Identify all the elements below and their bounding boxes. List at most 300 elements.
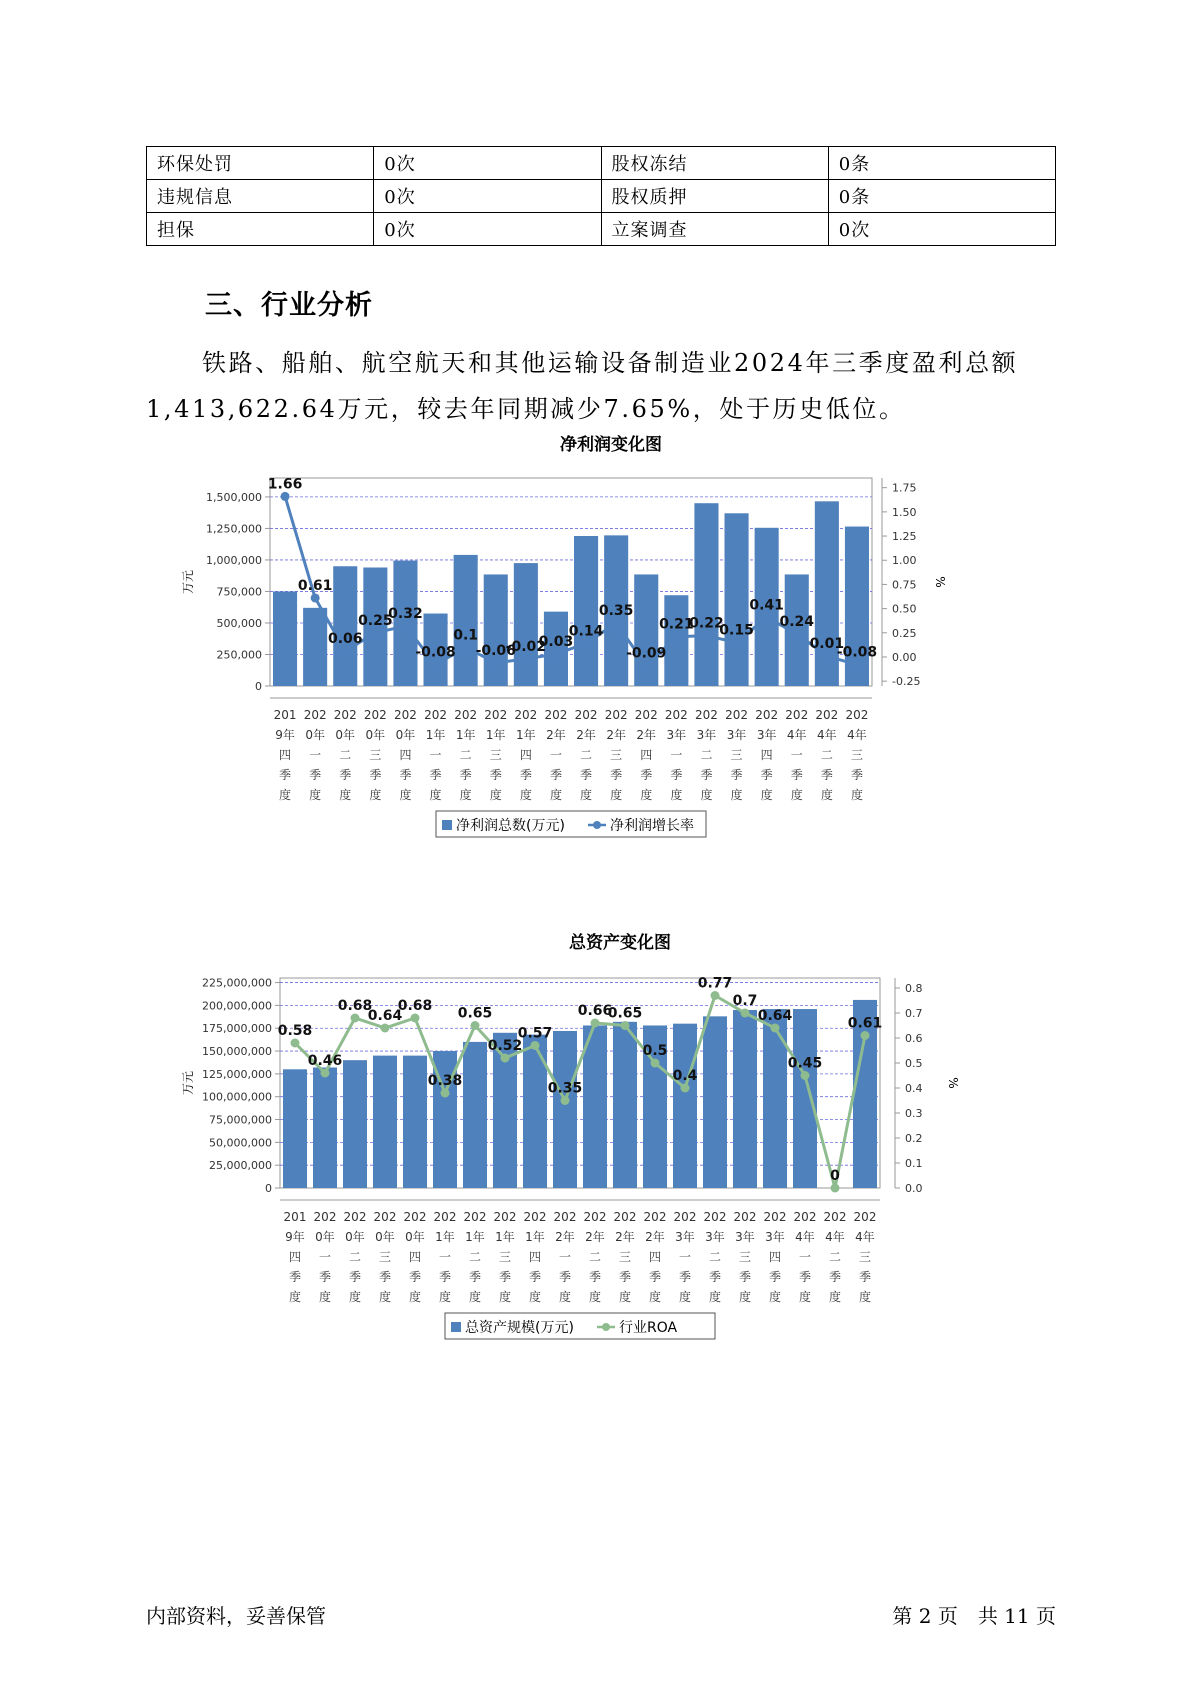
x-tick-label: 3年 bbox=[726, 728, 747, 742]
data-label: -0.06 bbox=[475, 642, 516, 659]
x-tick-label: 202 bbox=[523, 1210, 547, 1224]
x-tick-label: 二 bbox=[339, 748, 352, 762]
x-tick-label: 4年 bbox=[847, 728, 867, 742]
x-tick-label: 4年 bbox=[825, 1230, 845, 1244]
table-cell-label: 违规信息 bbox=[147, 180, 374, 213]
data-label: -0.02 bbox=[505, 638, 547, 655]
y-tick-label: 125,000,000 bbox=[202, 1067, 272, 1081]
line-point bbox=[702, 631, 711, 640]
x-tick-label: 季 bbox=[528, 1270, 542, 1284]
section-heading: 三、行业分析 bbox=[205, 290, 373, 321]
table-cell-value: 0条 bbox=[828, 180, 1055, 213]
x-tick-label: 二 bbox=[828, 1250, 842, 1264]
x-tick-label: 三 bbox=[738, 1250, 752, 1264]
x-tick-label: 202 bbox=[634, 708, 658, 722]
y-axis-title: 万元 bbox=[181, 569, 195, 595]
x-tick-label: 1年 bbox=[425, 728, 446, 742]
x-tick-label: 一 bbox=[318, 1250, 332, 1264]
y-tick-label: 225,000,000 bbox=[202, 976, 272, 990]
bar bbox=[463, 1042, 487, 1188]
x-tick-label: 0年 bbox=[375, 1230, 395, 1244]
data-label: 1.66 bbox=[267, 476, 303, 493]
x-tick-label: 度 bbox=[279, 788, 292, 802]
data-label: 0.06 bbox=[327, 631, 363, 648]
line-point bbox=[831, 1184, 840, 1193]
x-tick-label: 202 bbox=[313, 1210, 337, 1224]
table-cell-label: 担保 bbox=[147, 213, 374, 246]
line-point bbox=[321, 1069, 330, 1078]
x-tick-label: 202 bbox=[424, 708, 448, 722]
y-tick-label: 100,000,000 bbox=[202, 1090, 272, 1104]
x-tick-label: 度 bbox=[399, 788, 412, 802]
x-tick-label: 9年 bbox=[285, 1230, 305, 1244]
x-tick-label: 季 bbox=[438, 1270, 452, 1284]
data-label: -0.09 bbox=[626, 645, 667, 662]
x-tick-label: 0年 bbox=[405, 1230, 425, 1244]
y-tick-label: 50,000,000 bbox=[209, 1136, 272, 1150]
x-tick-label: 二 bbox=[348, 1250, 362, 1264]
y-axis-title: 万元 bbox=[181, 1070, 195, 1096]
data-label: 0.57 bbox=[517, 1025, 553, 1042]
x-tick-label: 季 bbox=[850, 768, 863, 782]
x-tick-label: 202 bbox=[815, 708, 839, 722]
x-tick-label: 季 bbox=[760, 768, 773, 782]
x-tick-label: 4年 bbox=[817, 728, 837, 742]
x-tick-label: 度 bbox=[468, 1290, 482, 1304]
x-tick-label: 度 bbox=[489, 788, 502, 802]
data-label: 0.52 bbox=[487, 1038, 523, 1054]
x-tick-label: 3年 bbox=[675, 1230, 695, 1244]
y2-tick-label: 0.1 bbox=[905, 1157, 923, 1170]
data-label: 0.4 bbox=[672, 1068, 698, 1084]
table-cell-value: 0条 bbox=[828, 147, 1055, 180]
table-row bbox=[147, 213, 1056, 246]
x-tick-label: 一 bbox=[678, 1250, 692, 1264]
x-tick-label: 二 bbox=[580, 748, 593, 762]
x-tick-label: 3年 bbox=[696, 728, 717, 742]
x-tick-label: 季 bbox=[738, 1270, 752, 1284]
x-tick-label: 度 bbox=[670, 788, 683, 802]
x-tick-label: 二 bbox=[820, 748, 833, 762]
x-tick-label: 四 bbox=[768, 1250, 782, 1264]
x-tick-label: 202 bbox=[433, 1210, 457, 1224]
x-tick-label: 4年 bbox=[786, 728, 807, 742]
x-tick-label: 度 bbox=[768, 1290, 782, 1304]
line-point bbox=[501, 1054, 510, 1063]
y2-tick-label: 0.7 bbox=[905, 1007, 923, 1020]
x-tick-label: 202 bbox=[484, 708, 508, 722]
x-tick-label: 一 bbox=[798, 1250, 812, 1264]
x-tick-label: 二 bbox=[700, 748, 713, 762]
x-tick-label: 度 bbox=[558, 1290, 572, 1304]
data-label: 0.65 bbox=[607, 1005, 643, 1022]
x-tick-label: 度 bbox=[369, 788, 382, 802]
x-tick-label: 四 bbox=[408, 1250, 422, 1264]
x-tick-label: 季 bbox=[378, 1270, 392, 1284]
x-tick-label: 2年 bbox=[615, 1230, 635, 1244]
x-tick-label: 度 bbox=[459, 788, 472, 802]
x-tick-label: 季 bbox=[318, 1270, 332, 1284]
line-point bbox=[732, 638, 741, 647]
line-point bbox=[822, 652, 831, 661]
x-tick-label: 季 bbox=[768, 1270, 782, 1284]
data-label: 0.61 bbox=[847, 1015, 883, 1032]
x-tick-label: 0年 bbox=[315, 1230, 335, 1244]
x-tick-label: 四 bbox=[399, 748, 412, 762]
line-point bbox=[531, 1041, 540, 1050]
y2-tick-label: 1.00 bbox=[892, 554, 917, 568]
x-tick-label: 2年 bbox=[585, 1230, 605, 1244]
x-tick-label: 季 bbox=[279, 768, 292, 782]
y-tick-label: 1,250,000 bbox=[206, 522, 262, 536]
x-tick-label: 度 bbox=[798, 1290, 812, 1304]
data-label: 0.14 bbox=[568, 623, 604, 640]
x-tick-label: 三 bbox=[618, 1250, 632, 1264]
data-label: 0.22 bbox=[689, 615, 724, 632]
line-point bbox=[461, 643, 470, 652]
table-cell-value: 0次 bbox=[374, 147, 601, 180]
line-point bbox=[741, 1009, 750, 1018]
x-tick-label: 0年 bbox=[395, 728, 416, 742]
x-tick-label: 1年 bbox=[516, 728, 536, 742]
y2-tick-label: 0.6 bbox=[905, 1032, 923, 1045]
x-tick-label: 度 bbox=[318, 1290, 332, 1304]
bar bbox=[523, 1035, 547, 1188]
x-tick-label: 202 bbox=[454, 708, 478, 722]
paragraph-line: 铁路、船舶、航空航天和其他运输设备制造业2024年三季度盈利总额 bbox=[202, 349, 1019, 377]
x-tick-label: 二 bbox=[588, 1250, 602, 1264]
x-tick-label: 季 bbox=[610, 768, 623, 782]
y2-tick-label: 0.3 bbox=[905, 1107, 923, 1120]
x-tick-label: 202 bbox=[463, 1210, 487, 1224]
x-tick-label: 202 bbox=[363, 708, 387, 722]
x-tick-label: 季 bbox=[399, 768, 412, 782]
line-point bbox=[311, 593, 320, 602]
line-point bbox=[651, 1059, 660, 1068]
x-tick-label: 4年 bbox=[855, 1230, 875, 1244]
data-label: 0.35 bbox=[547, 1080, 583, 1097]
data-label: 0.01 bbox=[809, 636, 845, 653]
bar bbox=[703, 1016, 727, 1188]
x-tick-label: 季 bbox=[549, 768, 562, 782]
x-tick-label: 9年 bbox=[275, 728, 295, 742]
y2-tick-label: 0.00 bbox=[892, 650, 917, 664]
y2-tick-label: 0.8 bbox=[905, 982, 923, 995]
y2-tick-label: 0.75 bbox=[892, 578, 917, 592]
legend-swatch-point bbox=[602, 1323, 610, 1331]
line-point bbox=[612, 619, 621, 628]
data-label: 0.61 bbox=[297, 577, 333, 594]
x-tick-label: 202 bbox=[823, 1210, 847, 1224]
table-row bbox=[147, 147, 1056, 180]
y2-tick-label: -0.25 bbox=[892, 675, 921, 689]
legend-label: 净利润总数(万元) bbox=[456, 818, 565, 834]
x-tick-label: 202 bbox=[333, 708, 357, 722]
x-tick-label: 度 bbox=[648, 1290, 662, 1304]
x-tick-label: 202 bbox=[373, 1210, 397, 1224]
x-tick-label: 季 bbox=[858, 1270, 872, 1284]
line-point bbox=[711, 991, 720, 1000]
x-tick-label: 三 bbox=[850, 748, 863, 762]
x-tick-label: 三 bbox=[378, 1250, 392, 1264]
x-tick-label: 一 bbox=[670, 748, 683, 762]
x-tick-label: 季 bbox=[798, 1270, 812, 1284]
x-tick-label: 0年 bbox=[305, 728, 325, 742]
bar bbox=[333, 566, 357, 686]
x-tick-label: 0年 bbox=[365, 728, 386, 742]
data-label: 0.35 bbox=[598, 603, 634, 620]
x-tick-label: 一 bbox=[429, 748, 442, 762]
line-point bbox=[591, 1019, 600, 1028]
x-tick-label: 季 bbox=[640, 768, 653, 782]
x-tick-label: 季 bbox=[828, 1270, 842, 1284]
data-label: 0.25 bbox=[358, 612, 393, 629]
analysis-paragraph bbox=[146, 340, 1056, 432]
x-tick-label: 季 bbox=[730, 768, 743, 782]
line-point bbox=[642, 661, 651, 670]
x-tick-label: 度 bbox=[708, 1290, 722, 1304]
x-tick-label: 四 bbox=[519, 748, 532, 762]
x-tick-label: 季 bbox=[459, 768, 472, 782]
x-tick-label: 202 bbox=[785, 708, 809, 722]
bar bbox=[583, 1025, 607, 1188]
y-tick-label: 150,000,000 bbox=[202, 1045, 272, 1059]
x-tick-label: 四 bbox=[640, 748, 653, 762]
bar bbox=[613, 1022, 637, 1188]
x-tick-label: 季 bbox=[339, 768, 352, 782]
x-tick-label: 三 bbox=[489, 748, 502, 762]
line-point bbox=[762, 613, 771, 622]
x-tick-label: 季 bbox=[588, 1270, 602, 1284]
line-point bbox=[672, 632, 681, 641]
x-tick-label: 度 bbox=[429, 788, 442, 802]
data-label: 0.5 bbox=[642, 1043, 668, 1059]
line-point bbox=[431, 660, 440, 669]
x-tick-label: 202 bbox=[733, 1210, 757, 1224]
x-tick-label: 季 bbox=[369, 768, 382, 782]
table-cell-label: 环保处罚 bbox=[147, 147, 374, 180]
legend-swatch-point bbox=[593, 821, 601, 829]
y-tick-label: 1,000,000 bbox=[206, 553, 262, 567]
data-label: 0.65 bbox=[457, 1005, 493, 1022]
line-point bbox=[401, 622, 410, 631]
line-point bbox=[521, 654, 530, 663]
table-cell-label: 股权冻结 bbox=[601, 147, 828, 180]
x-tick-label: 季 bbox=[429, 768, 442, 782]
bar bbox=[313, 1067, 337, 1188]
data-label: 0.68 bbox=[397, 998, 433, 1014]
x-tick-label: 202 bbox=[703, 1210, 727, 1224]
x-tick-label: 二 bbox=[459, 748, 472, 762]
x-tick-label: 度 bbox=[678, 1290, 692, 1304]
line-point bbox=[551, 650, 560, 659]
data-label: 0.45 bbox=[787, 1055, 823, 1072]
x-tick-label: 四 bbox=[760, 748, 773, 762]
x-tick-label: 一 bbox=[790, 748, 803, 762]
line-point bbox=[381, 1024, 390, 1033]
x-tick-label: 202 bbox=[303, 708, 327, 722]
line-point bbox=[681, 1084, 690, 1093]
x-tick-label: 度 bbox=[760, 788, 773, 802]
paragraph-line: 1,413,622.64万元，较去年同期减少7.65%，处于历史低位。 bbox=[146, 395, 906, 423]
x-tick-label: 三 bbox=[498, 1250, 512, 1264]
x-tick-label: 202 bbox=[853, 1210, 877, 1224]
x-tick-label: 度 bbox=[828, 1290, 842, 1304]
x-tick-label: 季 bbox=[348, 1270, 362, 1284]
x-tick-label: 度 bbox=[858, 1290, 872, 1304]
table-cell-value: 0次 bbox=[374, 213, 601, 246]
x-tick-label: 度 bbox=[288, 1290, 302, 1304]
x-tick-label: 3年 bbox=[666, 728, 687, 742]
bar bbox=[514, 563, 538, 686]
data-label: 0.7 bbox=[732, 993, 758, 1009]
legend-swatch-bar bbox=[442, 820, 452, 830]
net-profit-chart bbox=[180, 435, 1040, 910]
y2-tick-label: 0.2 bbox=[905, 1132, 923, 1145]
x-tick-label: 202 bbox=[403, 1210, 427, 1224]
x-tick-label: 季 bbox=[498, 1270, 512, 1284]
data-label: 0.64 bbox=[367, 1008, 403, 1024]
x-tick-label: 1年 bbox=[455, 728, 476, 742]
y2-axis-title: % bbox=[946, 1077, 960, 1089]
x-tick-label: 季 bbox=[558, 1270, 572, 1284]
y-tick-label: 750,000 bbox=[216, 585, 262, 599]
x-tick-label: 度 bbox=[438, 1290, 452, 1304]
x-tick-label: 季 bbox=[489, 768, 502, 782]
x-tick-label: 度 bbox=[339, 788, 352, 802]
y2-tick-label: 1.50 bbox=[892, 505, 917, 519]
table-cell-label: 立案调查 bbox=[601, 213, 828, 246]
x-tick-label: 度 bbox=[549, 788, 562, 802]
y2-tick-label: 0.25 bbox=[892, 626, 917, 640]
bar bbox=[454, 555, 478, 686]
y2-tick-label: 0.0 bbox=[905, 1182, 923, 1195]
x-tick-label: 度 bbox=[348, 1290, 362, 1304]
data-label: 0.03 bbox=[538, 634, 574, 651]
bar bbox=[273, 591, 297, 686]
risk-info-table bbox=[146, 146, 1056, 246]
y-tick-label: 25,000,000 bbox=[209, 1159, 272, 1173]
data-label: 0.1 bbox=[453, 627, 479, 644]
data-label: 0.46 bbox=[307, 1053, 343, 1069]
x-tick-label: 度 bbox=[700, 788, 713, 802]
line-point bbox=[471, 1021, 480, 1030]
x-tick-label: 202 bbox=[544, 708, 568, 722]
data-label: 0.64 bbox=[757, 1008, 793, 1024]
x-tick-label: 季 bbox=[618, 1270, 632, 1284]
x-tick-label: 202 bbox=[393, 708, 417, 722]
x-tick-label: 季 bbox=[820, 768, 833, 782]
data-label: 0.66 bbox=[577, 1003, 613, 1019]
x-tick-label: 3年 bbox=[705, 1230, 725, 1244]
x-tick-label: 202 bbox=[583, 1210, 607, 1224]
x-tick-label: 3年 bbox=[765, 1230, 785, 1244]
data-label: 0.24 bbox=[779, 613, 815, 630]
y-tick-label: 250,000 bbox=[216, 648, 262, 662]
x-tick-label: 2年 bbox=[576, 728, 596, 742]
page-number: 第 2 页 共 11 页 bbox=[892, 1604, 1056, 1628]
line-point bbox=[771, 1024, 780, 1033]
chart-title: 净利润变化图 bbox=[560, 435, 662, 455]
bar bbox=[484, 574, 508, 686]
x-tick-label: 三 bbox=[730, 748, 743, 762]
data-label: 0.77 bbox=[697, 975, 733, 992]
x-tick-label: 四 bbox=[648, 1250, 662, 1264]
x-tick-label: 四 bbox=[279, 748, 292, 762]
bar bbox=[673, 1024, 697, 1188]
x-tick-label: 度 bbox=[640, 788, 653, 802]
table-cell-value: 0次 bbox=[828, 213, 1055, 246]
x-tick-label: 一 bbox=[438, 1250, 452, 1264]
bar bbox=[283, 1069, 307, 1188]
bar bbox=[725, 513, 749, 686]
x-tick-label: 1年 bbox=[485, 728, 506, 742]
x-tick-label: 季 bbox=[288, 1270, 302, 1284]
x-tick-label: 202 bbox=[725, 708, 749, 722]
x-tick-label: 202 bbox=[755, 708, 779, 722]
x-tick-label: 季 bbox=[309, 768, 322, 782]
data-label: 0.38 bbox=[427, 1073, 463, 1089]
x-tick-label: 度 bbox=[588, 1290, 602, 1304]
x-tick-label: 度 bbox=[738, 1290, 752, 1304]
x-tick-label: 一 bbox=[309, 748, 322, 762]
x-tick-label: 度 bbox=[408, 1290, 422, 1304]
bar bbox=[763, 1009, 787, 1188]
x-tick-label: 2年 bbox=[555, 1230, 575, 1244]
x-tick-label: 度 bbox=[378, 1290, 392, 1304]
line-point bbox=[411, 1014, 420, 1023]
x-tick-label: 3年 bbox=[735, 1230, 755, 1244]
x-tick-label: 201 bbox=[283, 1210, 307, 1224]
x-tick-label: 202 bbox=[343, 1210, 367, 1224]
x-tick-label: 2年 bbox=[636, 728, 657, 742]
x-tick-label: 四 bbox=[528, 1250, 542, 1264]
table-cell-label: 股权质押 bbox=[601, 180, 828, 213]
chart-title: 总资产变化图 bbox=[569, 933, 671, 953]
x-tick-label: 三 bbox=[369, 748, 382, 762]
x-tick-label: 4年 bbox=[795, 1230, 815, 1244]
x-tick-label: 度 bbox=[850, 788, 863, 802]
x-tick-label: 202 bbox=[845, 708, 869, 722]
data-label: -0.08 bbox=[415, 644, 456, 661]
x-tick-label: 季 bbox=[408, 1270, 422, 1284]
x-tick-label: 季 bbox=[678, 1270, 692, 1284]
data-label: 0.21 bbox=[659, 616, 694, 633]
bar bbox=[553, 1031, 577, 1188]
legend-swatch-bar bbox=[451, 1322, 461, 1332]
data-label: -0.08 bbox=[836, 644, 878, 661]
x-tick-label: 度 bbox=[528, 1290, 542, 1304]
x-tick-label: 202 bbox=[673, 1210, 697, 1224]
x-tick-label: 一 bbox=[558, 1250, 572, 1264]
line-point bbox=[861, 1031, 870, 1040]
data-label: 0.58 bbox=[277, 1023, 313, 1039]
bar bbox=[694, 503, 718, 686]
x-tick-label: 1年 bbox=[525, 1230, 545, 1244]
x-tick-label: 四 bbox=[288, 1250, 302, 1264]
y-tick-label: 0 bbox=[265, 1182, 272, 1195]
x-tick-label: 1年 bbox=[435, 1230, 455, 1244]
x-tick-label: 2年 bbox=[606, 728, 626, 742]
x-tick-label: 度 bbox=[618, 1290, 632, 1304]
x-tick-label: 度 bbox=[498, 1290, 512, 1304]
x-tick-label: 3年 bbox=[756, 728, 777, 742]
data-label: 0.15 bbox=[719, 622, 754, 639]
table-row bbox=[147, 180, 1056, 213]
x-tick-label: 202 bbox=[574, 708, 598, 722]
x-tick-label: 202 bbox=[553, 1210, 577, 1224]
x-tick-label: 度 bbox=[730, 788, 743, 802]
